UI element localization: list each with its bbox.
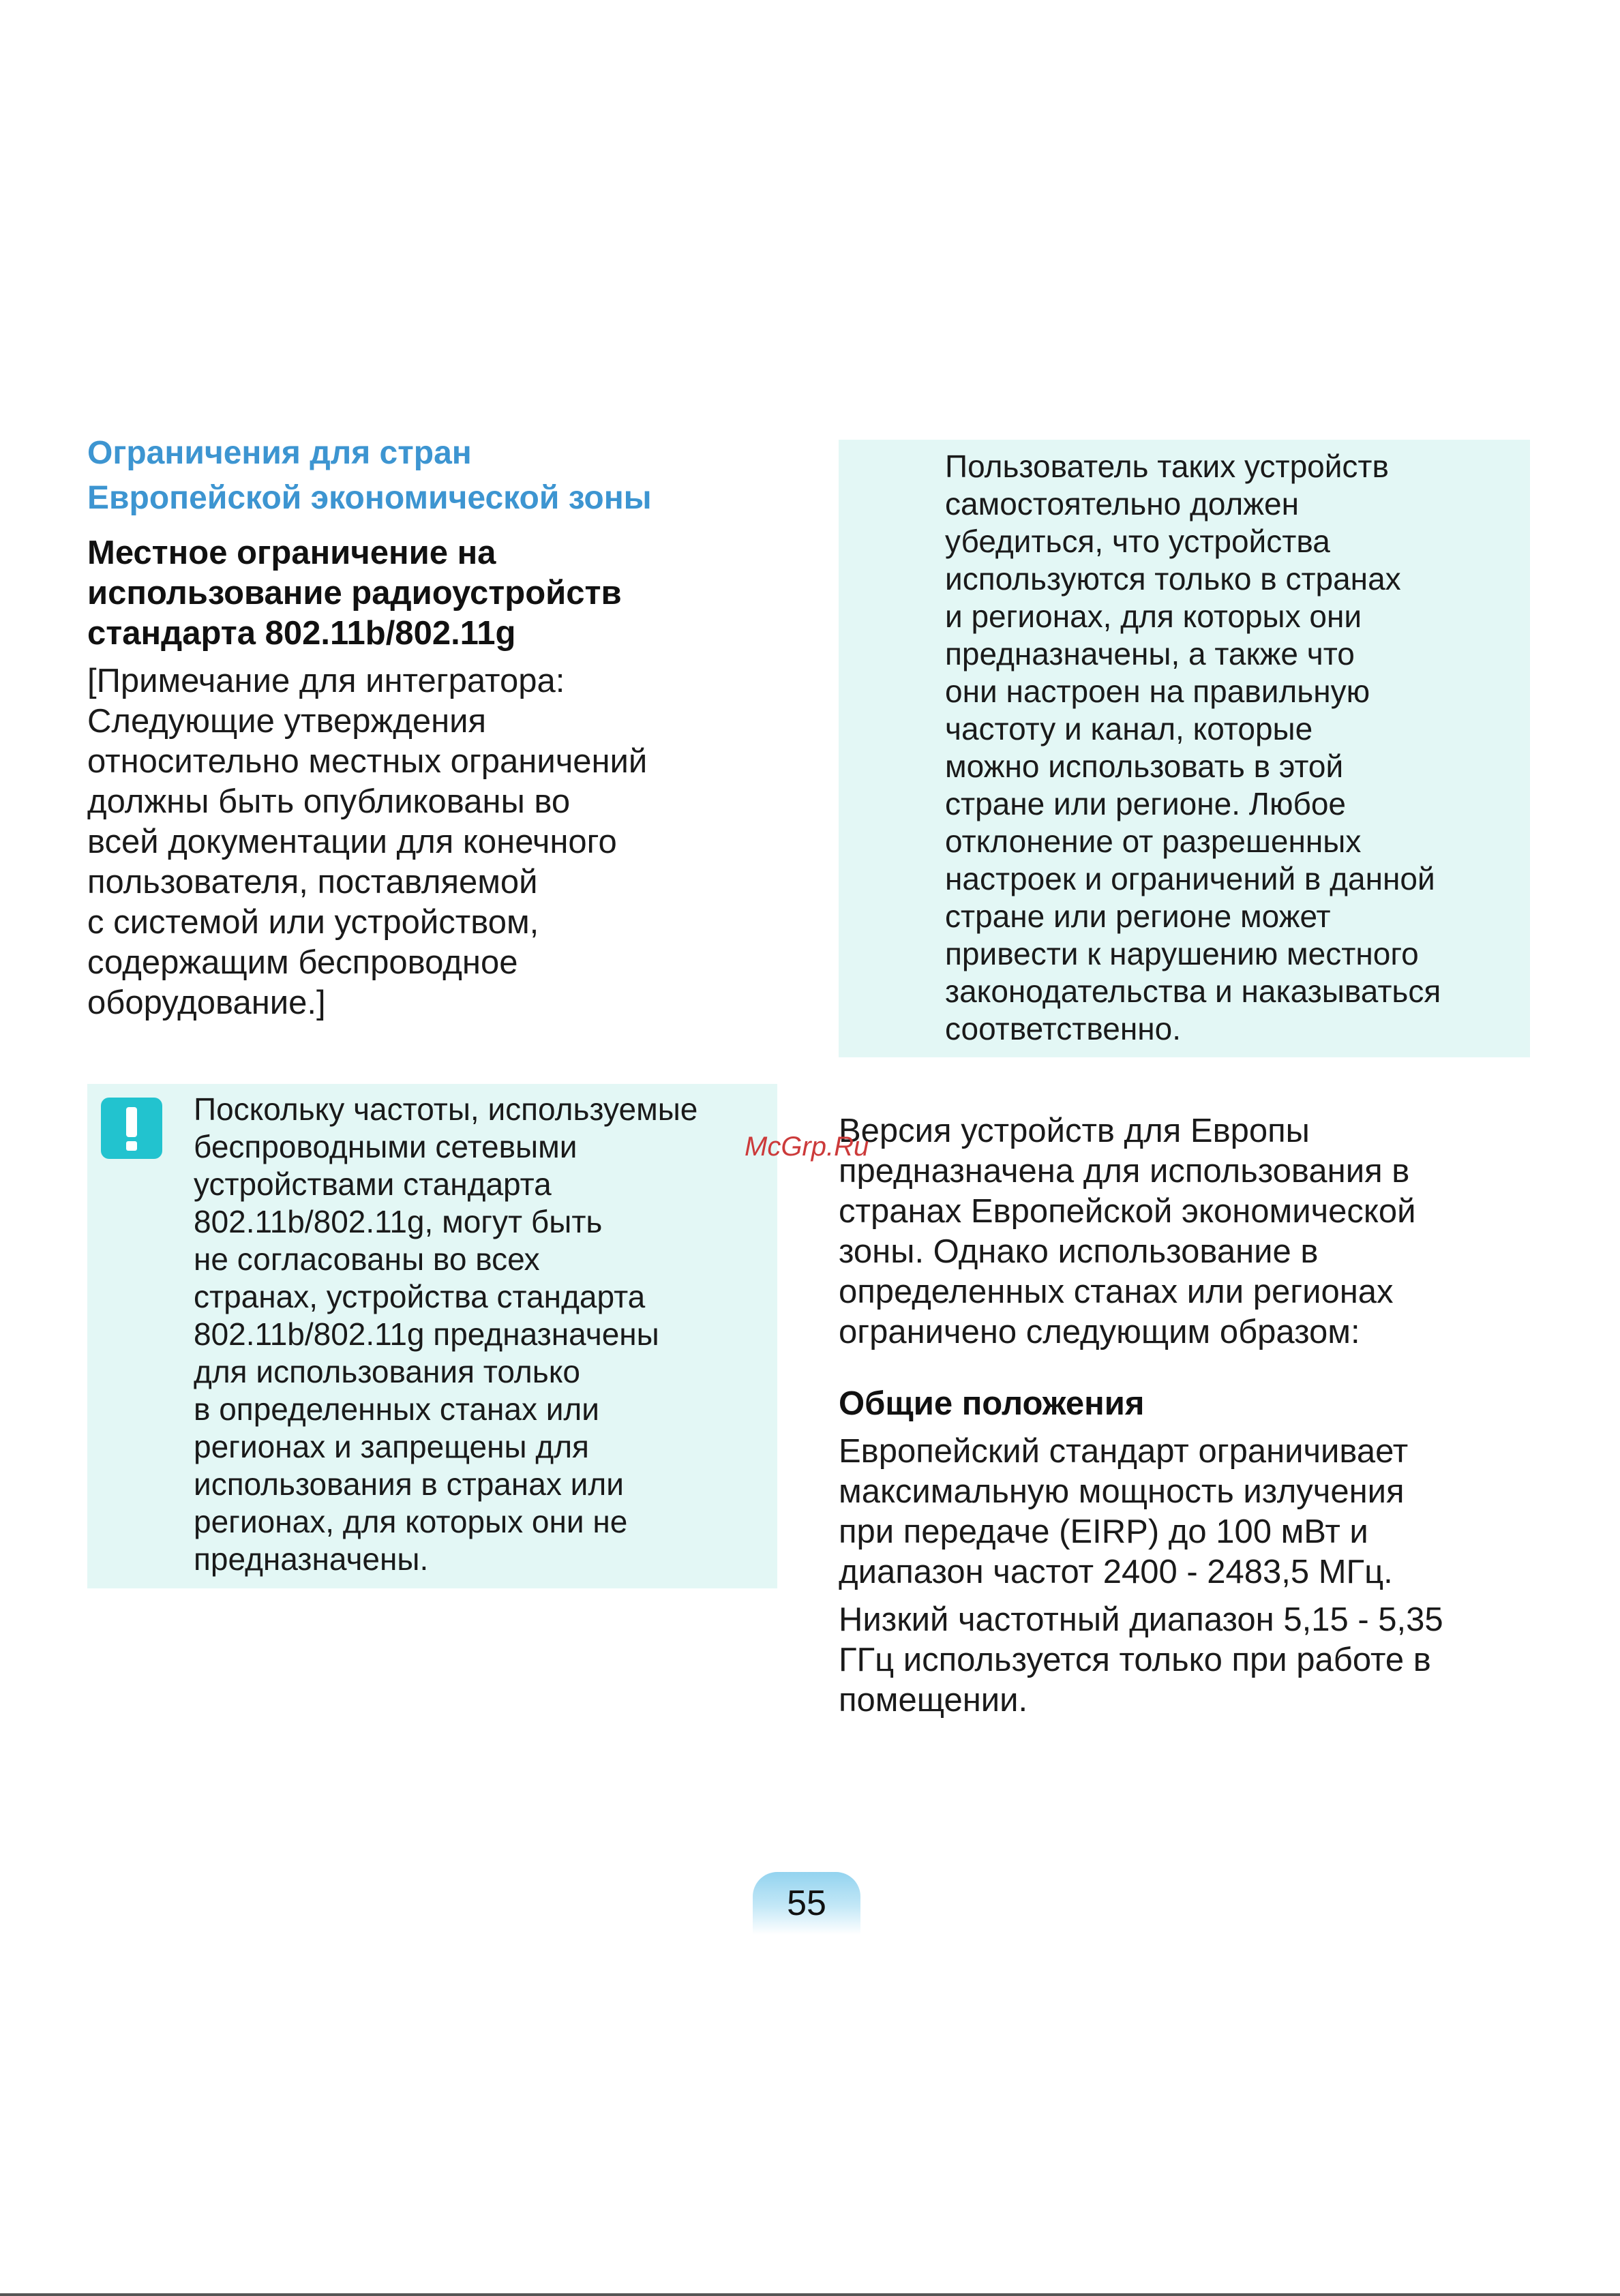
info-line: частоту и канал, которые — [945, 711, 1313, 746]
info-line: стране или регионе может — [945, 898, 1331, 934]
eirp-line: максимальную мощность излучения — [839, 1473, 1405, 1510]
subheading-line: стандарта 802.11b/802.11g — [87, 615, 516, 652]
section-heading-line: Европейской экономической зоны — [87, 480, 652, 516]
caution-line: в определенных станах или — [194, 1391, 599, 1427]
note-line: оборудование.] — [87, 984, 326, 1021]
info-line: настроек и ограничений в данной — [945, 861, 1435, 896]
caution-box — [87, 1084, 777, 1588]
info-box-text — [945, 448, 1525, 1048]
info-line: соответственно. — [945, 1011, 1182, 1046]
europe-line: Версия устройств для Европы — [839, 1113, 1310, 1149]
caution-line: устройствами стандарта — [194, 1166, 552, 1202]
europe-version-paragraph — [839, 1111, 1548, 1353]
note-line: с системой или устройством, — [87, 904, 539, 941]
lowband-line: ГГц используется только при работе в — [839, 1642, 1431, 1678]
eirp-line: при передаче (EIRP) до 100 мВт и — [839, 1513, 1368, 1550]
page-number-tab — [753, 1872, 860, 1935]
info-box — [839, 440, 1530, 1057]
note-line: должны быть опубликованы во — [87, 783, 571, 820]
info-line: привести к нарушению местного — [945, 936, 1419, 971]
low-band-paragraph — [839, 1600, 1548, 1721]
caution-line: регионах и запрещены для — [194, 1429, 589, 1464]
eirp-paragraph — [839, 1432, 1548, 1592]
caution-line: не согласованы во всех — [194, 1241, 540, 1277]
note-line: пользователя, поставляемой — [87, 864, 538, 901]
info-line: законодательства и наказываться — [945, 973, 1441, 1009]
info-line: отклонение от разрешенных — [945, 824, 1362, 859]
europe-line: ограничено следующим образом: — [839, 1314, 1360, 1350]
caution-line: 802.11b/802.11g, могут быть — [194, 1204, 603, 1239]
caution-line: странах, устройства стандарта — [194, 1279, 646, 1314]
caution-line: для использования только — [194, 1354, 580, 1389]
info-line: и регионах, для которых они — [945, 599, 1362, 634]
lowband-line: помещении. — [839, 1682, 1028, 1719]
subheading-line: Местное ограничение на — [87, 534, 496, 571]
integrator-note — [87, 661, 783, 1023]
note-line: относительно местных ограничений — [87, 743, 648, 780]
caution-line: регионах, для которых они не — [194, 1504, 628, 1539]
caution-text — [194, 1091, 766, 1578]
page-number: 55 — [787, 1884, 826, 1923]
subheading-line: использование радиоустройств — [87, 575, 622, 611]
section-heading-line: Ограничения для стран — [87, 435, 472, 471]
info-line: предназначены, а также что — [945, 636, 1355, 671]
caution-line: 802.11b/802.11g предназначены — [194, 1316, 659, 1352]
eirp-line: диапазон частот 2400 - 2483,5 МГц. — [839, 1554, 1393, 1590]
lowband-line: Низкий частотный диапазон 5,15 - 5,35 — [839, 1601, 1443, 1638]
note-line: всей документации для конечного — [87, 824, 617, 860]
exclamation-icon — [101, 1098, 162, 1159]
info-line: используются только в странах — [945, 561, 1401, 596]
europe-line: определенных станах или регионах — [839, 1273, 1394, 1310]
info-line: Пользователь таких устройств — [945, 449, 1389, 484]
info-line: можно использовать в этой — [945, 749, 1344, 784]
caution-line: использования в странах или — [194, 1466, 624, 1502]
europe-line: предназначена для использования в — [839, 1153, 1410, 1190]
bottom-divider — [0, 2293, 1620, 2296]
watermark: McGrp.Ru — [745, 1132, 869, 1162]
section-heading — [87, 431, 783, 521]
info-line: убедиться, что устройства — [945, 524, 1330, 559]
note-line: содержащим беспроводное — [87, 944, 518, 981]
info-line: они настроен на правильную — [945, 674, 1370, 709]
eirp-line: Европейский стандарт ограничивает — [839, 1433, 1409, 1470]
europe-line: зоны. Однако использование в — [839, 1233, 1319, 1270]
caution-line: Поскольку частоты, используемые — [194, 1091, 698, 1127]
info-line: самостоятельно должен — [945, 486, 1300, 522]
info-line: стране или регионе. Любое — [945, 786, 1346, 821]
caution-line: предназначены. — [194, 1541, 429, 1577]
note-line: [Примечание для интегратора: — [87, 663, 565, 699]
europe-line: странах Европейской экономической — [839, 1193, 1416, 1230]
caution-line: беспроводными сетевыми — [194, 1129, 578, 1164]
note-line: Следующие утверждения — [87, 703, 487, 740]
subheading-local-restriction — [87, 533, 783, 654]
general-provisions-heading: Общие положения — [839, 1385, 1145, 1422]
